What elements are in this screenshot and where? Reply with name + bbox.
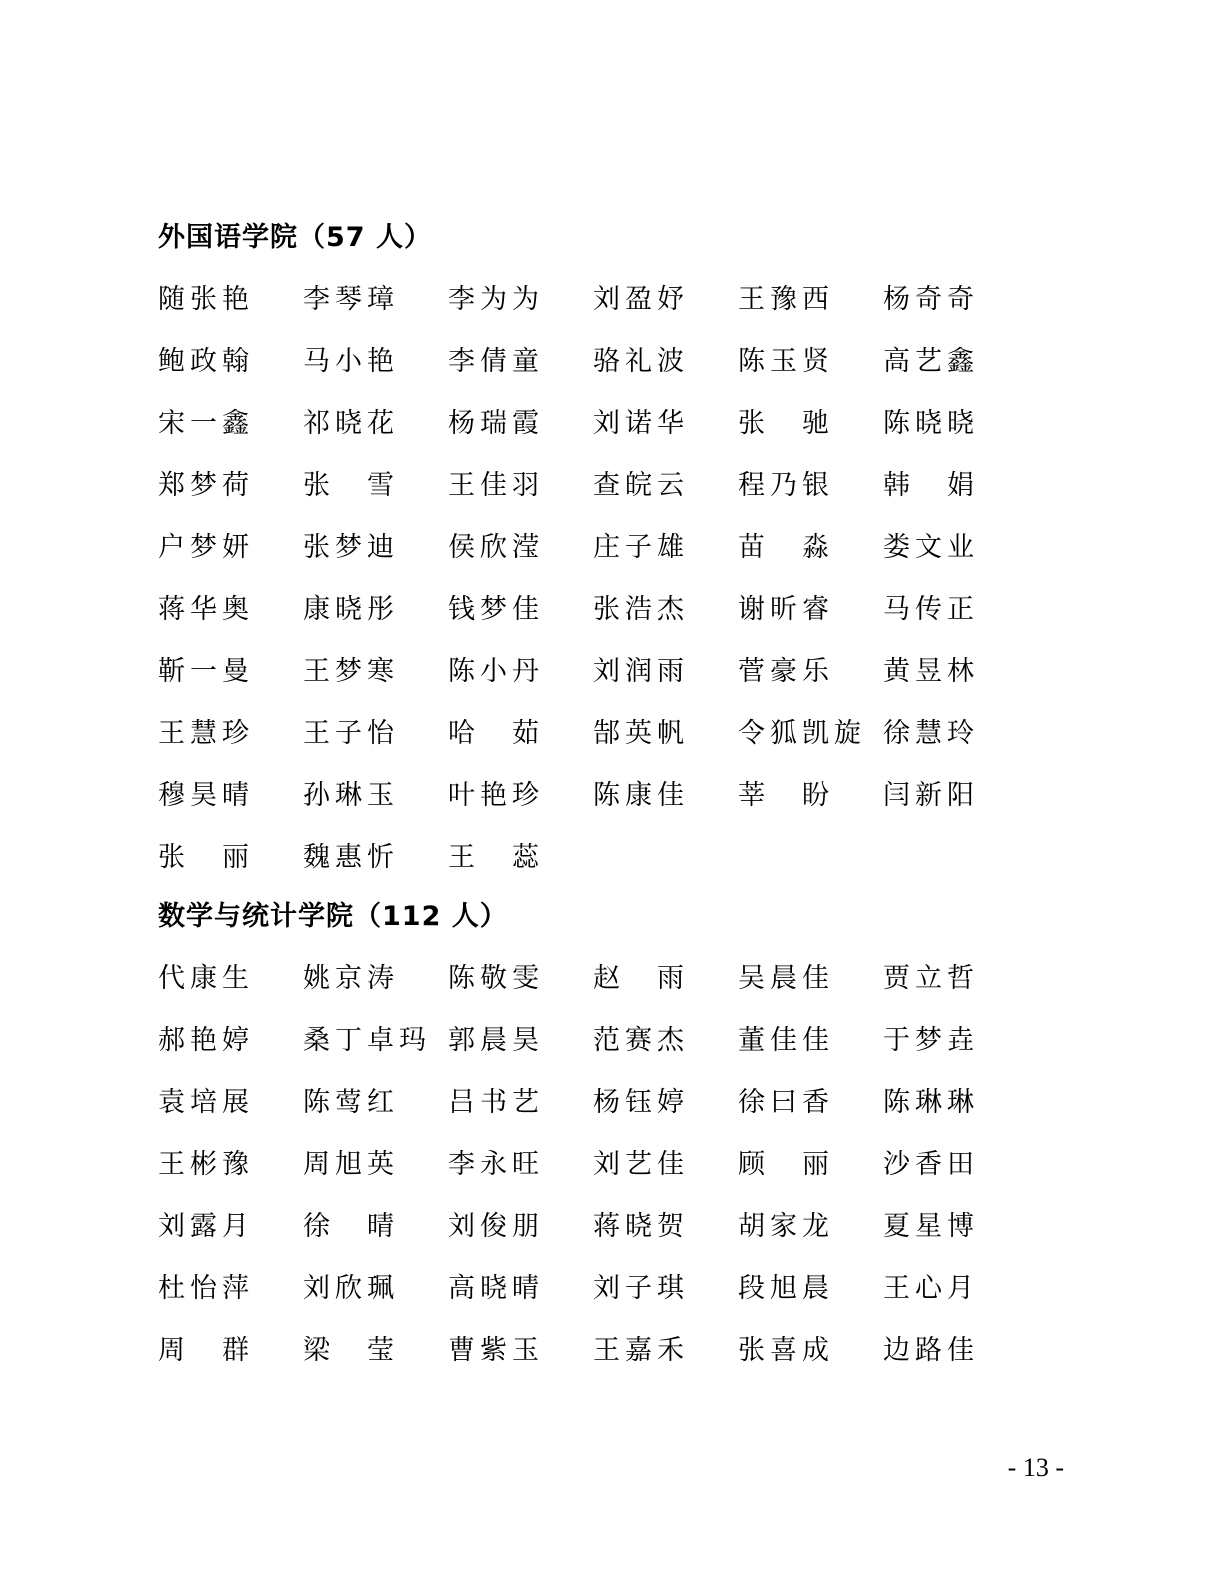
name-entry: 郭晨昊: [448, 1025, 544, 1056]
name-entry: 谢昕睿: [738, 594, 834, 625]
name-entry: 蒋晓贺: [593, 1211, 689, 1242]
name-entry: 王子怡: [303, 718, 399, 749]
name-entry: 李倩童: [448, 346, 544, 377]
name-entry: 顾 丽: [738, 1149, 834, 1180]
name-entry: 靳一曼: [158, 656, 254, 687]
name-entry: 杜怡萍: [158, 1273, 254, 1304]
name-entry: 随张艳: [158, 284, 254, 315]
name-entry: 张浩杰: [593, 594, 689, 625]
name-entry: 周 群: [158, 1335, 254, 1366]
name-entry: 钱梦佳: [448, 594, 544, 625]
name-entry: 刘诺华: [593, 408, 689, 439]
name-entry: 黄昱林: [883, 656, 979, 687]
name-entry: 吴晨佳: [738, 963, 834, 994]
name-entry: 庄子雄: [593, 532, 689, 563]
name-entry: 王慧珍: [158, 718, 254, 749]
name-entry: 张 驰: [738, 408, 834, 439]
name-entry: 郜英帆: [593, 718, 689, 749]
name-entry: 魏惠忻: [303, 842, 399, 873]
name-entry: 曹紫玉: [448, 1335, 544, 1366]
name-entry: 祁晓花: [303, 408, 399, 439]
name-entry: 刘子琪: [593, 1273, 689, 1304]
name-entry: 王佳羽: [448, 470, 544, 501]
section-heading-foreign-languages: 外国语学院（57 人）: [158, 222, 432, 253]
name-entry: 孙琳玉: [303, 780, 399, 811]
name-entry: 李永旺: [448, 1149, 544, 1180]
name-entry: 刘艺佳: [593, 1149, 689, 1180]
name-entry: 张 丽: [158, 842, 254, 873]
name-entry: 沙香田: [883, 1149, 979, 1180]
name-grid-foreign-languages: [158, 269, 1028, 889]
name-entry: 韩 娟: [883, 470, 979, 501]
name-entry: 张喜成: [738, 1335, 834, 1366]
name-entry: 袁培展: [158, 1087, 254, 1118]
name-entry: 王心月: [883, 1273, 979, 1304]
name-entry: 杨奇奇: [883, 284, 979, 315]
name-entry: 范赛杰: [593, 1025, 689, 1056]
name-entry: 刘俊朋: [448, 1211, 544, 1242]
name-entry: 王 蕊: [448, 842, 544, 873]
name-entry: 郝艳婷: [158, 1025, 254, 1056]
name-entry: 桑丁卓玛: [303, 1025, 431, 1056]
name-entry: 陈晓晓: [883, 408, 979, 439]
name-entry: 陈玉贤: [738, 346, 834, 377]
name-entry: 刘欣珮: [303, 1273, 399, 1304]
name-entry: 莘 盼: [738, 780, 834, 811]
name-entry: 段旭晨: [738, 1273, 834, 1304]
name-entry: 刘露月: [158, 1211, 254, 1242]
name-entry: 侯欣滢: [448, 532, 544, 563]
name-entry: 鲍政翰: [158, 346, 254, 377]
name-entry: 叶艳珍: [448, 780, 544, 811]
name-entry: 宋一鑫: [158, 408, 254, 439]
name-entry: 王彬豫: [158, 1149, 254, 1180]
name-entry: 徐 晴: [303, 1211, 399, 1242]
name-entry: 菅豪乐: [738, 656, 834, 687]
name-entry: 查皖云: [593, 470, 689, 501]
name-entry: 康晓彤: [303, 594, 399, 625]
name-entry: 陈莺红: [303, 1087, 399, 1118]
name-entry: 夏星博: [883, 1211, 979, 1242]
name-entry: 陈康佳: [593, 780, 689, 811]
name-entry: 刘盈妤: [593, 284, 689, 315]
name-entry: 杨钰婷: [593, 1087, 689, 1118]
name-entry: 李为为: [448, 284, 544, 315]
name-entry: 赵 雨: [593, 963, 689, 994]
name-entry: 蒋华奥: [158, 594, 254, 625]
name-entry: 贾立哲: [883, 963, 979, 994]
name-entry: 吕书艺: [448, 1087, 544, 1118]
name-entry: 苗 淼: [738, 532, 834, 563]
name-entry: 王嘉禾: [593, 1335, 689, 1366]
section-heading-math-statistics: 数学与统计学院（112 人）: [158, 901, 508, 932]
name-entry: 程乃银: [738, 470, 834, 501]
name-entry: 胡家龙: [738, 1211, 834, 1242]
name-entry: 陈小丹: [448, 656, 544, 687]
name-entry: 李琴璋: [303, 284, 399, 315]
name-entry: 马传正: [883, 594, 979, 625]
name-entry: 徐曰香: [738, 1087, 834, 1118]
name-entry: 梁 莹: [303, 1335, 399, 1366]
name-entry: 高艺鑫: [883, 346, 979, 377]
name-grid-math-statistics: [158, 948, 1028, 1382]
name-entry: 王豫西: [738, 284, 834, 315]
name-entry: 骆礼波: [593, 346, 689, 377]
name-entry: 马小艳: [303, 346, 399, 377]
name-entry: 娄文业: [883, 532, 979, 563]
name-entry: 姚京涛: [303, 963, 399, 994]
name-entry: 徐慧玲: [883, 718, 979, 749]
name-entry: 代康生: [158, 963, 254, 994]
name-entry: 令狐凯旋: [738, 718, 866, 749]
name-entry: 周旭英: [303, 1149, 399, 1180]
name-entry: 王梦寒: [303, 656, 399, 687]
name-entry: 陈敬雯: [448, 963, 544, 994]
name-entry: 杨瑞霞: [448, 408, 544, 439]
name-entry: 董佳佳: [738, 1025, 834, 1056]
name-entry: 陈琳琳: [883, 1087, 979, 1118]
name-entry: 刘润雨: [593, 656, 689, 687]
name-entry: 张梦迪: [303, 532, 399, 563]
name-entry: 边路佳: [883, 1335, 979, 1366]
name-entry: 闫新阳: [883, 780, 979, 811]
name-entry: 于梦垚: [883, 1025, 979, 1056]
name-entry: 户梦妍: [158, 532, 254, 563]
name-entry: 郑梦荷: [158, 470, 254, 501]
name-entry: 穆昊晴: [158, 780, 254, 811]
name-entry: 高晓晴: [448, 1273, 544, 1304]
page-number: - 13 -: [1007, 1453, 1064, 1482]
name-entry: 张 雪: [303, 470, 399, 501]
name-entry: 哈 茹: [448, 718, 544, 749]
